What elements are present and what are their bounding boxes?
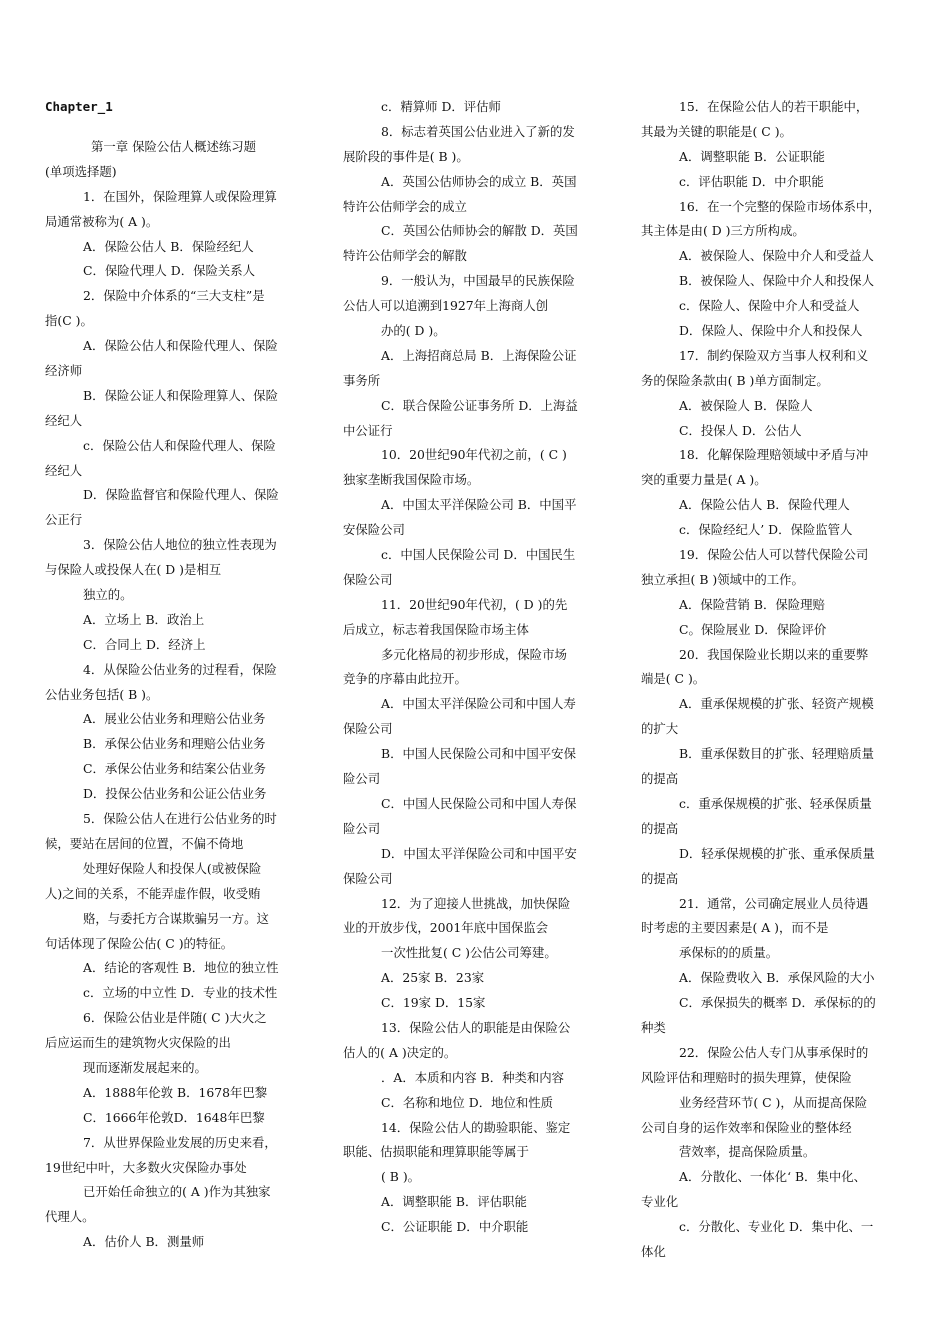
text-line: A．重承保规模的扩张、轻资产规模 — [679, 696, 874, 712]
text-line: 中公证行 — [343, 422, 393, 438]
text-line: 句话体现了保险公估( C )的特征。 — [45, 935, 234, 951]
text-line: A．保险费收入 B．承保风险的大小 — [679, 970, 875, 986]
text-line: 种类 — [641, 1019, 666, 1035]
text-line: 6．保险公估业是伴随( C )大火之 — [83, 1010, 267, 1026]
text-line: 职能、估损职能和理算职能等属于 — [343, 1144, 529, 1160]
text-line: 体化 — [641, 1243, 666, 1259]
text-line: A．英国公估师协会的成立 B．英国 — [381, 173, 577, 189]
text-line: A．调整职能 B．评估职能 — [381, 1194, 527, 1210]
text-line: 保险公司 — [343, 571, 393, 587]
text-line: 候，要站在居间的位置，不偏不倚地 — [45, 835, 244, 851]
text-line: 2．保险中介体系的“三大支柱”是 — [83, 288, 265, 304]
text-line: A．被保险人 B．保险人 — [679, 397, 813, 413]
text-line: 独立的。 — [83, 587, 133, 603]
text-line: D．保险人、保险中介人和投保人 — [679, 323, 863, 339]
text-line: 15．在保险公估人的若干职能中， — [679, 99, 869, 114]
text-line: 其最为关键的职能是( C )。 — [641, 123, 792, 139]
text-line: 14．保险公估人的勘验职能、鉴定 — [381, 1119, 571, 1135]
text-line: 展阶段的事件是( B )。 — [343, 148, 469, 164]
text-line: 局通常被称为( A )。 — [45, 213, 159, 229]
text-line: C．英国公估师协会的解散 D．英国 — [381, 223, 578, 239]
text-line: c．分散化、专业化 D．集中化、一 — [679, 1219, 874, 1235]
text-line: 指(C )。 — [45, 313, 93, 329]
text-line: 赂，与委托方合谋欺骗另一方。这 — [83, 910, 269, 926]
text-line: 独家垄断我国保险市场。 — [343, 472, 480, 488]
text-line: 3．保险公估人地位的独立性表现为 — [83, 537, 277, 553]
text-line: 公估业务包括( B )。 — [45, 686, 159, 702]
text-line: B．重承保数目的扩张、轻理赔质量 — [679, 746, 874, 762]
text-line: C．名称和地位 D．地位和性质 — [381, 1094, 554, 1110]
text-line: C．19家 D．15家 — [381, 995, 486, 1011]
text-line: D．轻承保规模的扩张、重承保质量 — [679, 845, 875, 861]
text-line: 22．保险公估人专门从事承保时的 — [679, 1044, 869, 1060]
text-line: 估人的( A )决定的。 — [343, 1044, 457, 1060]
text-line: 现而逐渐发展起来的。 — [83, 1059, 207, 1075]
text-line: A．保险公估人和保险代理人、保险 — [83, 338, 278, 354]
text-line: 11．20世纪90年代初，( D )的先 — [381, 596, 568, 612]
text-line: 特许公估师学会的成立 — [343, 198, 467, 214]
text-line: 4．从保险公估业务的过程看，保险 — [83, 661, 277, 677]
text-line: 7．从世界保险业发展的历史来看， — [83, 1134, 277, 1150]
text-line: 17．制约保险双方当事人权利和义 — [679, 347, 869, 363]
text-line: 处理好保险人和投保人(或被保险 — [83, 860, 262, 876]
text-line: B．承保公估业务和理赔公估业务 — [83, 736, 266, 752]
text-line: 业务经营环节( C )，从而提高保险 — [679, 1094, 868, 1110]
text-line: A．保险公估人 B．保险代理人 — [679, 497, 850, 513]
text-line: A．分散化、一体化‘ B．集中化、 — [679, 1169, 867, 1185]
text-line: C．保险代理人 D．保险关系人 — [83, 263, 256, 279]
text-line: 风险评估和理赔时的损失理算，使保险 — [641, 1069, 852, 1085]
text-line: A．中国太平洋保险公司 B．中国平 — [381, 497, 577, 513]
text-line: A．中国太平洋保险公司和中国人寿 — [381, 696, 576, 712]
text-line: 的扩大 — [641, 721, 679, 737]
text-line: A．上海招商总局 B．上海保险公证 — [381, 347, 577, 363]
text-line: 一次性批复( C )公估公司筹建。 — [381, 945, 557, 961]
text-line: 公估人可以追溯到1927年上海商人创 — [343, 298, 549, 314]
text-line: 险公司 — [343, 771, 381, 787]
text-line: B．保险公证人和保险理算人、保险 — [83, 387, 278, 403]
text-line: 18．化解保险理赔领域中矛盾与冲 — [679, 447, 869, 463]
text-line: 19．保险公估人可以替代保险公司 — [679, 547, 869, 563]
text-line: A．1888年伦敦 B．1678年巴黎 — [83, 1084, 268, 1100]
text-line: C．投保人 D．公估人 — [679, 422, 802, 438]
text-line: C．承保公估业务和结案公估业务 — [83, 761, 266, 777]
text-line: 时考虑的主要因素是( A )，而不是 — [641, 920, 829, 936]
text-line: A．立场上 B．政治上 — [83, 611, 205, 627]
text-line: 后成立，标志着我国保险市场主体 — [343, 621, 529, 637]
text-line: 承保标的的质量。 — [679, 945, 779, 961]
text-column-3 — [641, 95, 903, 1265]
text-line: 特许公估师学会的解散 — [343, 248, 467, 264]
text-line: 5．保险公估人在进行公估业务的时 — [83, 811, 277, 827]
text-line: D．保险监督官和保险代理人、保险 — [83, 487, 279, 503]
text-line: 业的开放步伐，2001年底中国保监会 — [343, 920, 549, 936]
text-line: 第一章 保险公估人概述练习题 — [91, 139, 257, 154]
text-line: 12．为了迎接人世挑战，加快保险 — [381, 895, 571, 911]
text-line: B．中国人民保险公司和中国平安保 — [381, 746, 576, 762]
text-line: A．保险公估人 B．保险经纪人 — [83, 238, 254, 254]
text-line: C．联合保险公证事务所 D．上海益 — [381, 397, 578, 413]
text-line: 专业化 — [641, 1194, 679, 1210]
text-line: 多元化格局的初步形成，保险市场 — [381, 646, 567, 662]
text-line: 安保险公司 — [343, 522, 405, 538]
text-column-2 — [343, 95, 605, 1240]
text-line: C．承保损失的概率 D．承保标的的 — [679, 995, 876, 1011]
text-line: 9．一般认为，中国最早的民族保险 — [381, 273, 575, 289]
text-line: B．被保险人、保险中介人和投保人 — [679, 273, 874, 289]
text-line: 经纪人 — [45, 462, 83, 478]
text-line: A．保险营销 B．保险理赔 — [679, 596, 825, 612]
text-line: 竞争的序幕由此拉开。 — [343, 671, 467, 687]
text-line: A．估价人 B．测量师 — [83, 1234, 205, 1250]
text-line: A．调整职能 B．公证职能 — [679, 148, 825, 164]
text-line: 险公司 — [343, 820, 381, 836]
text-line: 1．在国外，保险理算人或保险理算 — [83, 188, 277, 204]
text-line: 10．20世纪90年代初之前，( C ) — [381, 447, 567, 463]
text-line: D．投保公估业务和公证公估业务 — [83, 786, 267, 802]
text-line: C．1666年伦敦D．1648年巴黎 — [83, 1109, 265, 1125]
text-line: ( B )。 — [381, 1169, 421, 1185]
text-line: 8．标志着英国公估业进入了新的发 — [381, 123, 575, 139]
text-line: A．结论的客观性 B．地位的独立性 — [83, 960, 279, 976]
text-line: c．保险人、保险中介人和受益人 — [679, 298, 860, 314]
text-line: 人)之间的关系，不能弄虚作假，收受贿 — [45, 885, 261, 901]
text-line: 独立承担( B )领域中的工作。 — [641, 571, 804, 587]
text-line: ．A．本质和内容 B．种类和内容 — [381, 1069, 565, 1085]
text-line: 突的重要力量是( A )。 — [641, 472, 767, 488]
text-line: 的提高 — [641, 820, 679, 836]
text-line: 已开始任命独立的( A )作为其独家 — [83, 1184, 271, 1200]
text-line: 16．在一个完整的保险市场体系中， — [679, 198, 881, 214]
text-line: c．中国人民保险公司 D．中国民生 — [381, 547, 576, 563]
text-line: D．中国太平洋保险公司和中国平安 — [381, 845, 577, 861]
text-line: 端是( C )。 — [641, 671, 706, 687]
text-line: c．保险公估人和保险代理人、保险 — [83, 437, 276, 453]
text-line: c．保险经纪人’ D．保险监管人 — [679, 522, 853, 538]
text-line: 后应运而生的建筑物火灾保险的出 — [45, 1035, 231, 1051]
text-line: 20．我国保险业长期以来的重要弊 — [679, 646, 869, 662]
text-line: 事务所 — [343, 372, 381, 388]
text-line: 的提高 — [641, 870, 679, 886]
text-line: 与保险人或投保人在( D )是相互 — [45, 562, 222, 578]
text-line: 代理人。 — [45, 1209, 95, 1225]
text-line: 营效率，提高保险质量。 — [679, 1144, 816, 1160]
text-line: 其主体是由( D )三方所构成。 — [641, 223, 805, 239]
text-line: 13．保险公估人的职能是由保险公 — [381, 1019, 571, 1035]
text-line: C．合同上 D．经济上 — [83, 636, 206, 652]
text-line: (单项选择题) — [45, 163, 117, 179]
text-line: C。保险展业 D．保险评价 — [679, 621, 827, 637]
text-line: c．精算师 D．评估师 — [381, 99, 501, 114]
text-column-1 — [45, 135, 307, 1255]
text-line: 公正行 — [45, 512, 83, 528]
text-line: 办的( D )。 — [381, 323, 446, 339]
text-line: A．25家 B．23家 — [381, 970, 485, 986]
text-line: 19世纪中叶，大多数火灾保险办事处 — [45, 1159, 247, 1175]
text-line: 务的保险条款由( B )单方面制定。 — [641, 372, 829, 388]
text-line: A．展业公估业务和理赔公估业务 — [83, 711, 266, 727]
text-line: A．被保险人、保险中介人和受益人 — [679, 248, 874, 264]
text-line: C．公证职能 D．中介职能 — [381, 1219, 529, 1235]
text-line: 保险公司 — [343, 721, 393, 737]
text-line: 保险公司 — [343, 870, 393, 886]
text-line: 公司自身的运作效率和保险业的整体经 — [641, 1119, 852, 1135]
chapter-heading: Chapter_1 — [45, 99, 113, 114]
text-line: 经济师 — [45, 363, 83, 379]
text-line: c．评估职能 D．中介职能 — [679, 173, 824, 189]
text-line: 经纪人 — [45, 412, 83, 428]
text-line: c．立场的中立性 D．专业的技术性 — [83, 985, 278, 1001]
text-line: 21．通常，公司确定展业人员待遇 — [679, 895, 869, 911]
text-line: C．中国人民保险公司和中国人寿保 — [381, 795, 577, 811]
text-line: 的提高 — [641, 771, 679, 787]
text-line: c．重承保规模的扩张、轻承保质量 — [679, 795, 872, 811]
